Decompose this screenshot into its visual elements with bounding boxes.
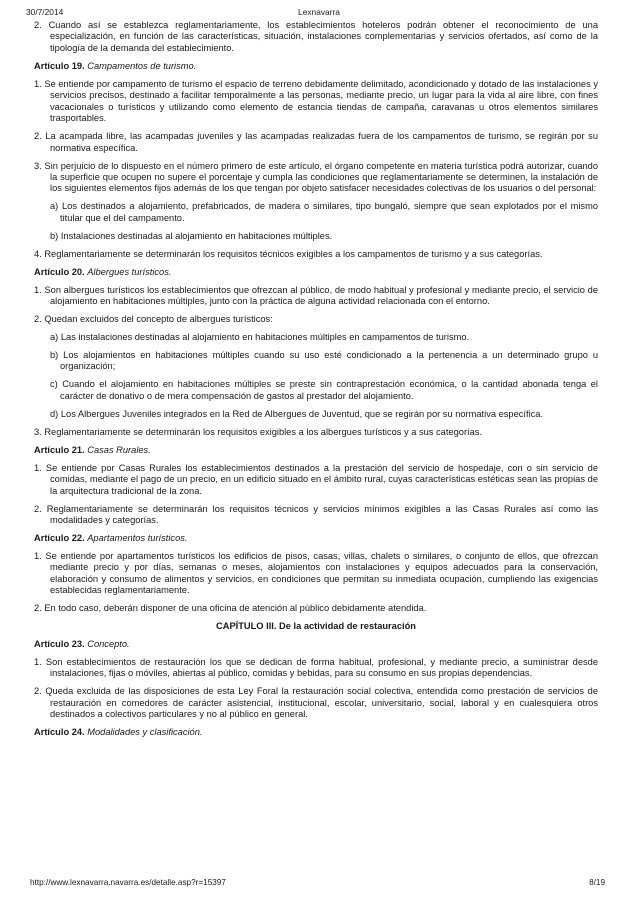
article-title: Campamentos de turismo. <box>87 60 197 71</box>
sub-item-paragraph: b) Los alojamientos en habitaciones múltiples cuando su uso esté condicionado a la pertenencia a un determinado grupo u organización; <box>50 349 598 372</box>
chapter-heading: CAPÍTULO III. De la actividad de restauración <box>216 621 416 632</box>
article-heading <box>34 445 598 456</box>
sub-item-paragraph: a) Las instalaciones destinadas al alojamiento en habitaciones múltiples en campamentos de turismo. <box>50 332 470 343</box>
numbered-paragraph: 3. Reglamentariamente se determinarán los requisitos exigibles a los albergues turísticos y a sus categorías. <box>34 426 483 437</box>
site-name: Lexnavarra <box>298 7 340 17</box>
page-header <box>26 7 612 19</box>
numbered-paragraph: 2. Quedan excluidos del concepto de albergues turísticos: <box>34 314 273 325</box>
numbered-paragraph: 2. Reglamentariamente se determinarán los requisitos técnicos y servicios mínimos exigibles a las Casas Rurales así como las modalidades y categorías. <box>34 503 598 525</box>
article-title: Casas Rurales. <box>87 444 151 455</box>
article-heading <box>34 533 598 544</box>
numbered-paragraph: 2. Queda excluida de las disposiciones de esta Ley Foral la restauración social colectiva, entendida como prestación de servicios de restauración en comedores de carácter asistencial, institucional, escolar, universitario, social, laboral y en cualesquiera otros destinados a colectivos particulares y no al público en general. <box>34 686 598 720</box>
page-url: http://www.lexnavarra.navarra.es/detalle.asp?r=15397 <box>30 878 226 887</box>
document-body <box>34 20 598 745</box>
article-title: Concepto. <box>87 639 130 650</box>
article-number: Artículo 24. <box>34 727 85 738</box>
numbered-paragraph: 1. Se entiende por campamento de turismo el espacio de terreno debidamente delimitado, acondicionado y dotado de las instalaciones y servicios precisos, destinado a facilitar temporalmente a las personas, mediante precio, un lugar para la vida al aire libre, con fines vacacionales o turísticos y utilizando como elemento de estancia tiendas de campaña, caravanas u otros elementos similares trasportables. <box>34 78 598 124</box>
print-date: 30/7/2014 <box>26 7 64 17</box>
article-heading <box>34 639 598 650</box>
page-footer <box>30 878 605 890</box>
article-number: Artículo 19. <box>34 60 85 71</box>
article-number: Artículo 20. <box>34 266 85 277</box>
article-number: Artículo 21. <box>34 444 85 455</box>
sub-item-paragraph: b) Instalaciones destinadas al alojamiento en habitaciones múltiples. <box>50 230 333 241</box>
article-heading <box>34 61 598 72</box>
page-number: 8/19 <box>589 878 605 887</box>
article-title: Albergues turísticos. <box>87 266 172 277</box>
numbered-paragraph: 2. En todo caso, deberán disponer de una oficina de atención al público debidamente atendida. <box>34 603 427 614</box>
numbered-paragraph: 1. Se entiende por apartamentos turísticos los edificios de pisos, casas, villas, chalets o similares, o conjunto de ellos, que ofrezcan mediante precio y por días, semanas o meses, alojamientos con instalaciones y equipos adecuados para la conservación, elaboración y consumo de alimentos y servicios, en condiciones que permitan su inmediata ocupación, cumpliendo las exigencias establecidas reglamentariamente. <box>34 550 598 596</box>
numbered-paragraph: 2. La acampada libre, las acampadas juveniles y las acampadas realizadas fuera de los campamentos de turismo, se regirán por su normativa específica. <box>34 131 598 153</box>
article-number: Artículo 22. <box>34 532 85 543</box>
numbered-paragraph: 3. Sin perjuicio de lo dispuesto en el número primero de este artículo, el órgano competente en materia turística podrá autorizar, cuando la superficie que ocupen no supere el porcentaje y cumpla las condiciones que reglamentariamente se determinen, la instalación de los siguientes elementos fijos además de los que tengan por objeto satisfacer necesidades colectivas de los usuarios o del personal: <box>34 160 598 194</box>
numbered-paragraph: 4. Reglamentariamente se determinarán los requisitos técnicos exigibles a los campamentos de turismo y a sus categorías. <box>34 248 543 259</box>
numbered-paragraph: 1. Son albergues turísticos los establecimientos que ofrezcan al público, de modo habitual y profesional y mediante precio, el servicio de alojamiento en habitaciones múltiples, junto con la práctica de alguna actividad relacionada con el entorno. <box>34 284 598 307</box>
article-heading <box>34 727 598 738</box>
numbered-paragraph: 1. Son establecimientos de restauración los que se dedican de forma habitual, profesional, y mediante precio, a suministrar desde instalaciones, fijas o móviles, abiertas al público, comidas y bebidas, para su consumo en sus propias dependencias. <box>34 657 598 679</box>
sub-item-paragraph: c) Cuando el alojamiento en habitaciones múltiples se preste sin contraprestación económica, o la cantidad abonada tenga el carácter de donativo o de mera compensación de gastos al prestador del alojamiento. <box>50 379 598 401</box>
article-title: Modalidades y clasificación. <box>87 727 203 738</box>
article-title: Apartamentos turísticos. <box>87 532 188 543</box>
numbered-paragraph: 1. Se entiende por Casas Rurales los establecimientos destinados a la prestación del servicio de hospedaje, con o sin servicio de comidas, mediante el pago de un precio, en un edificio situado en el ámbito rural, cuyas características estéticas sean las propias de la arquitectura tradicional de la zona. <box>34 462 598 496</box>
article-heading <box>34 267 598 278</box>
article-number: Artículo 23. <box>34 639 85 650</box>
sub-item-paragraph: a) Los destinados a alojamiento, prefabricados, de madera o similares, tipo bungaló, siempre que sean explotados por el mismo titular que el del campamento. <box>50 201 598 223</box>
sub-item-paragraph: d) Los Albergues Juveniles integrados en la Red de Albergues de Juventud, que se regirán por su normativa específica. <box>50 408 544 419</box>
numbered-paragraph: 2. Cuando así se establezca reglamentariamente, los establecimientos hoteleros podrán obtener el reconocimiento de una especialización, en función de las características, situación, instalaciones complementarias y servicios ofertados, así como de la tipología de la demanda del establecimiento. <box>34 20 598 53</box>
